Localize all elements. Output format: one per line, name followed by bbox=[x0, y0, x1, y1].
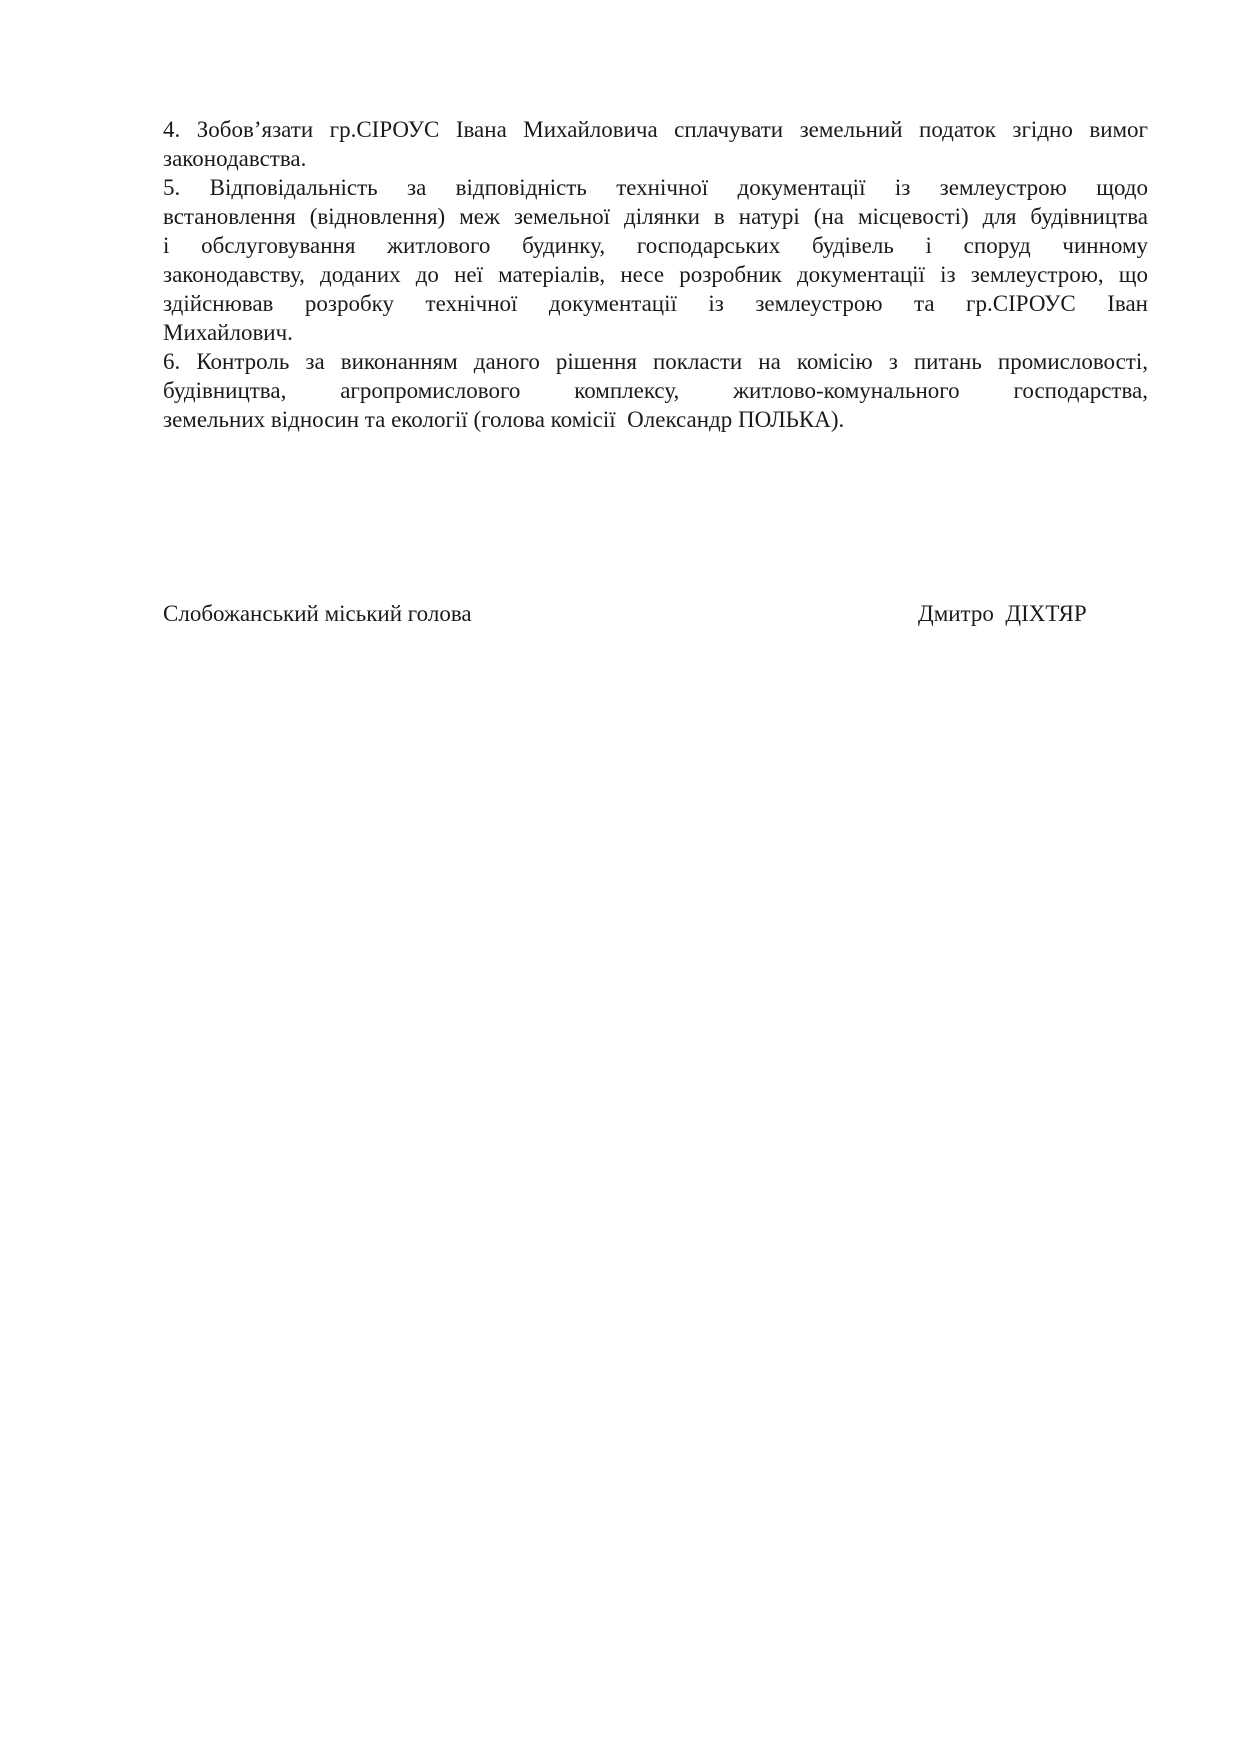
paragraph-line: і обслуговування житлового будинку, господарських будівель і споруд чинному bbox=[163, 233, 1148, 258]
paragraph-line: 4. Зобов’язати гр.СІРОУС Івана Михайловича сплачувати земельний податок згідно вимог bbox=[163, 117, 1148, 142]
paragraph-line: будівництва, агропромислового комплексу, житлово-комунального господарства, bbox=[163, 378, 1148, 403]
paragraph-line: здійснював розробку технічної документації із землеустрою та гр.СІРОУС Іван bbox=[163, 291, 1148, 316]
signature-row bbox=[163, 599, 1148, 628]
paragraph-line: законодавству, доданих до неї матеріалів, несе розробник документації із землеустрою, що bbox=[163, 262, 1148, 287]
paragraph-line: 6. Контроль за виконанням даного рішення покласти на комісію з питань промисловості, bbox=[163, 349, 1148, 374]
paragraph-line: Михайлович. bbox=[163, 320, 293, 345]
paragraph-line: встановлення (відновлення) меж земельної ділянки в натурі (на місцевості) для будівництва bbox=[163, 204, 1148, 229]
paragraph-line: земельних відносин та екології (голова комісії Олександр ПОЛЬКА). bbox=[163, 407, 845, 432]
paragraph-item-6 bbox=[163, 347, 1148, 434]
document-body bbox=[163, 115, 1148, 434]
paragraph-item-5 bbox=[163, 173, 1148, 347]
signature-name: Дмитро ДІХТЯР bbox=[918, 601, 1087, 626]
paragraph-item-4 bbox=[163, 115, 1148, 173]
paragraph-line: 5. Відповідальність за відповідність технічної документації із землеустрою щодо bbox=[163, 175, 1148, 200]
signature-title: Слобожанський міський голова bbox=[163, 601, 472, 626]
paragraph-line: законодавства. bbox=[163, 146, 307, 171]
